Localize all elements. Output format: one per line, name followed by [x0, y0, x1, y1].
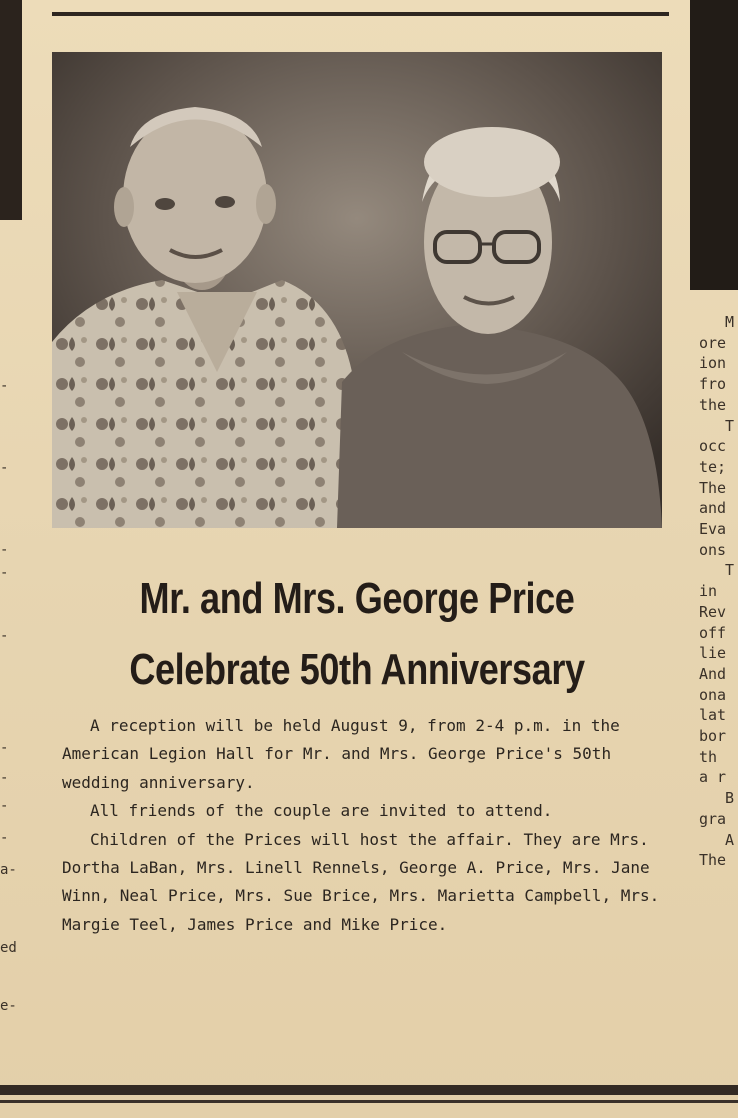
paragraph: A reception will be held August 9, from 2-4 p.m. in the American Legion Hall for Mr. and Mrs. George Price's 50th wedding anniversary.	[62, 716, 620, 792]
right-fragment: Eva	[699, 520, 727, 539]
right-fragment: ore	[699, 333, 727, 352]
right-fragment: And	[699, 664, 727, 683]
article-body	[62, 712, 662, 939]
right-fragment: T	[725, 561, 735, 580]
paragraph: Children of the Prices will host the affair. They are Mrs. Dortha LaBan, Mrs. Linell Rennels, George A. Price, Mrs. Jane Winn, Neal Price, Mrs. Sue Brice, Mrs. Marietta Campbell, Mrs. Margie Teel, James Price and Mike Price.	[62, 829, 660, 934]
headline-line-2: Celebrate 50th Anniversary	[129, 645, 585, 694]
right-fragment: gra	[699, 809, 727, 828]
left-fragment: -	[0, 830, 9, 846]
left-fragment: e-	[0, 998, 17, 1014]
right-fragment: in	[699, 582, 718, 601]
right-fragment: occ	[699, 437, 727, 456]
paragraph: All friends of the couple are invited to attend.	[90, 801, 553, 821]
left-fragment: -	[0, 565, 9, 581]
headline-line-1: Mr. and Mrs. George Price	[139, 574, 575, 623]
couple-photo-illustration	[52, 52, 662, 528]
right-fragment: te;	[699, 457, 727, 476]
left-column-text	[0, 360, 24, 1040]
left-column-photo-edge	[0, 0, 22, 220]
right-column-text	[699, 312, 738, 871]
right-column-photo-edge	[690, 0, 738, 290]
right-fragment: the	[699, 395, 727, 414]
right-fragment: bor	[699, 727, 727, 746]
left-fragment: -	[0, 770, 9, 786]
right-fragment: A	[725, 830, 735, 849]
left-fragment: -	[0, 542, 9, 558]
right-fragment: B	[725, 789, 735, 808]
left-fragment: -	[0, 740, 9, 756]
right-fragment: lie	[699, 644, 727, 663]
right-fragment: and	[699, 499, 727, 518]
right-fragment: off	[699, 623, 727, 642]
couple-photo	[52, 52, 662, 528]
right-fragment: M	[725, 313, 735, 331]
right-fragment: ona	[699, 685, 727, 704]
bottom-rule-thin	[0, 1100, 738, 1103]
left-fragment: -	[0, 460, 9, 476]
left-fragment: -	[0, 628, 9, 644]
right-fragment: T	[725, 416, 735, 435]
left-fragment: ed	[0, 940, 17, 956]
right-fragment: ion	[699, 354, 727, 373]
right-fragment: The	[699, 851, 727, 870]
bottom-rule	[0, 1085, 738, 1095]
right-fragment: ons	[699, 540, 727, 559]
top-rule	[52, 12, 669, 16]
left-fragment: a-	[0, 862, 17, 878]
left-fragment: -	[0, 798, 9, 814]
left-fragment: -	[0, 378, 9, 394]
right-fragment: Rev	[699, 602, 727, 621]
right-fragment: th	[699, 747, 718, 766]
right-fragment: fro	[699, 375, 727, 394]
right-fragment: The	[699, 478, 727, 497]
right-fragment: lat	[699, 706, 727, 725]
right-fragment: a r	[699, 768, 727, 787]
